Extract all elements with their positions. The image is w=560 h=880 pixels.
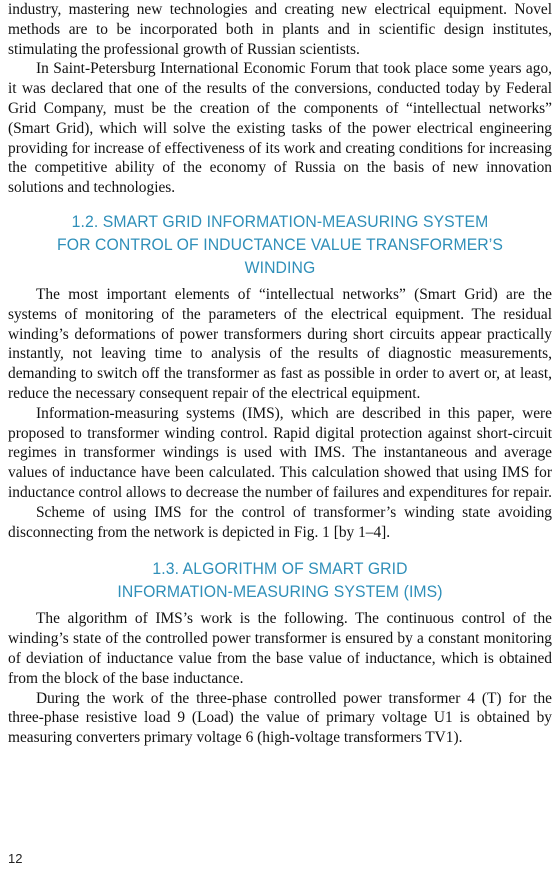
section-heading-1-3-line1: 1.3. ALGORITHM OF SMART GRID bbox=[152, 559, 408, 579]
section-heading-1-3-line2: INFORMATION-MEASURING SYSTEM (IMS) bbox=[117, 582, 443, 602]
section-heading-1-2-line2: FOR CONTROL OF INDUCTANCE VALUE TRANSFORMER’S WINDING bbox=[57, 234, 503, 277]
section-heading-1-3 bbox=[22, 557, 539, 603]
paragraph-transformer-operation: During the work of the three-phase controlled power transformer 4 (T) for the three-phase resistive load 9 (Load) the value of primary voltage U1 is obtained by measuring converters primary voltage 6 (high-voltage transformers TV1). bbox=[8, 689, 552, 747]
page-number: 12 bbox=[8, 851, 23, 866]
page-content bbox=[8, 0, 552, 748]
paragraph-smart-grid-elements: The most important elements of “intellectual networks” (Smart Grid) are the systems of monitoring of the parameters of the electrical equipment. The residual winding’s deformations of power transformers during short circuits appear practically instantly, not leaving time to analysis of the results of diagnostic measurements, demanding to switch off the transformer as fast as possible in order to avert or, at least, reduce the necessary consequent repair of the electrical equipment. bbox=[8, 285, 552, 402]
section-heading-1-2-line1: 1.2. SMART GRID INFORMATION-MEASURING SYSTEM bbox=[71, 211, 489, 231]
paragraph-ims-proposal: Information-measuring systems (IMS), which are described in this paper, were proposed to transformer winding control. Rapid digital protection against short-circuit regimes in transformer windings is used with IMS. The instantaneous and average values of inductance have been calculated. This calculation showed that using IMS for inductance control allows to decrease the number of failures and expenditures for repair. bbox=[8, 404, 553, 501]
section-heading-1-2 bbox=[22, 210, 539, 279]
paragraph-ims-scheme: Scheme of using IMS for the control of transformer’s winding state avoiding disconnecting from the network is depicted in Fig. 1 [by 1–4]. bbox=[8, 503, 552, 541]
paragraph-ims-algorithm: The algorithm of IMS’s work is the following. The continuous control of the winding’s state of the controlled power transformer is ensured by a constant monitoring of deviation of inductance value from the base value of inductance, which is obtained from the block of the base inductance. bbox=[8, 610, 552, 687]
paragraph-continued: industry, mastering new technologies and creating new electrical equipment. Novel methods are to be incorporated both in plants and in scientific design institutes, stimulating the professional growth of Russian scientists. bbox=[8, 1, 552, 58]
paragraph-forum: In Saint-Petersburg International Economic Forum that took place some years ago, it was declared that one of the results of the conversions, conducted today by Federal Grid Company, must be the creation of the components of “intellectual networks” (Smart Grid), which will solve the existing tasks of the power electrical engineering providing for increase of effectiveness of its work and creating conditions for increasing the competitive ability of the economy of Russia on the basis of new innovation solutions and technologies. bbox=[8, 60, 552, 197]
